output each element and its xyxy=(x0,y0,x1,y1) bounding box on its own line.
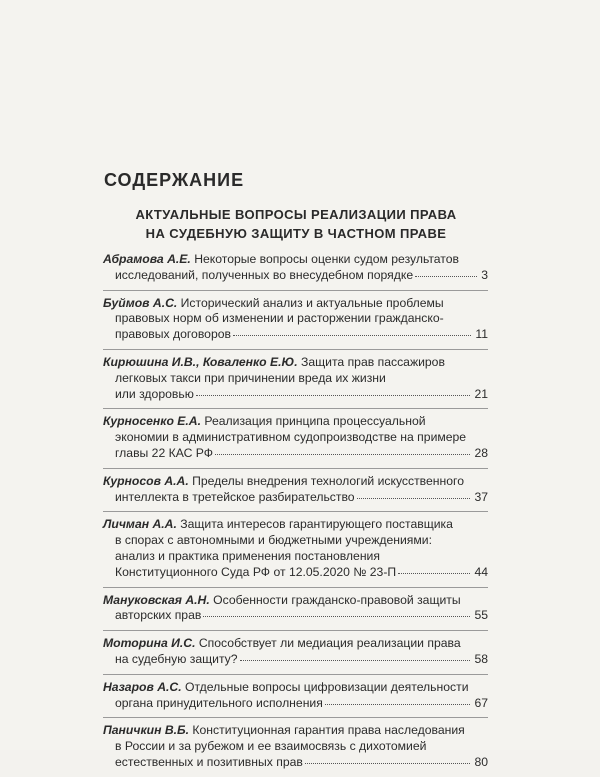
dot-leader xyxy=(196,385,471,396)
dot-leader xyxy=(305,753,471,764)
entry-last-line xyxy=(103,446,488,462)
entry-page-number[interactable]: 37 xyxy=(474,489,488,504)
entry-author: Личман А.А. xyxy=(103,517,177,532)
toc-entry[interactable] xyxy=(103,414,488,467)
entry-title-text: органа принудительного исполнения xyxy=(115,695,323,710)
entry-page-number[interactable]: 67 xyxy=(474,695,488,710)
entry-last-line xyxy=(103,490,488,506)
entry-page-number[interactable]: 58 xyxy=(474,651,488,666)
entry-page-number[interactable]: 3 xyxy=(481,267,488,282)
entry-title-text: Особенности гражданско-правовой защиты xyxy=(213,592,461,607)
section-heading-line: АКТУАЛЬНЫЕ ВОПРОСЫ РЕАЛИЗАЦИИ ПРАВА xyxy=(135,207,457,222)
entry-page-number[interactable]: 80 xyxy=(474,754,488,769)
toc-entry[interactable] xyxy=(103,474,488,512)
entry-divider xyxy=(103,408,488,409)
entry-title-text: Некоторые вопросы оценки судом результатов xyxy=(194,252,460,266)
entry-title-text: экономии в административном судопроизводстве на примере xyxy=(115,430,467,445)
entry-divider xyxy=(103,674,488,675)
entry-divider xyxy=(103,290,488,291)
entry-title-text: Исторический анализ и актуальные проблемы xyxy=(180,295,444,310)
entry-page-number[interactable]: 11 xyxy=(475,327,488,342)
entry-title-text: или здоровью xyxy=(115,386,194,401)
entry-title-text: главы 22 КАС РФ xyxy=(115,445,214,460)
entry-author: Назаров А.С. xyxy=(103,679,182,694)
entry-title-text: интеллекта в третейское разбирательство xyxy=(115,489,355,504)
entry-first-line xyxy=(103,296,488,312)
entry-title-text: Защита прав пассажиров xyxy=(301,354,445,369)
entry-last-line xyxy=(103,268,488,284)
entry-page-number[interactable]: 28 xyxy=(474,445,488,460)
entry-title-text: Способствует ли медиация реализации права xyxy=(198,636,461,651)
page-title: СОДЕРЖАНИЕ xyxy=(104,170,245,190)
entry-last-line xyxy=(103,327,488,343)
entry-title-text: в России и за рубежом и ее взаимосвязь с дихотомией xyxy=(115,739,427,754)
entry-divider xyxy=(103,468,488,469)
entry-title-text: Конституционного Суда РФ от 12.05.2020 № 23-П xyxy=(115,564,397,579)
toc-entry[interactable] xyxy=(103,252,488,290)
entry-first-line xyxy=(103,517,488,533)
entry-title-text: Конституционная гарантия права наследования xyxy=(192,723,465,738)
entry-divider xyxy=(103,630,488,631)
entry-last-line xyxy=(103,755,488,771)
entry-last-line xyxy=(103,696,488,712)
entry-title-text: на судебную защиту? xyxy=(115,651,238,666)
toc-entry[interactable] xyxy=(103,636,488,674)
entry-title-text: исследований, полученных во внесудебном порядке xyxy=(115,267,414,282)
entry-first-line xyxy=(103,414,488,430)
section-heading-line: НА СУДЕБНУЮ ЗАЩИТУ В ЧАСТНОМ ПРАВЕ xyxy=(145,226,447,241)
entry-title-text: легковых такси при причинении вреда их жизни xyxy=(115,370,386,385)
toc-entry[interactable] xyxy=(103,296,488,349)
dot-leader xyxy=(215,444,470,455)
entry-last-line xyxy=(103,387,488,403)
dot-leader xyxy=(240,650,471,661)
toc-entry[interactable] xyxy=(103,723,488,776)
entry-title-text: Пределы внедрения технологий искусственного xyxy=(192,473,464,488)
entry-author: Мануковская А.Н. xyxy=(103,592,210,607)
entry-title-text: анализ и практика применения постановления xyxy=(115,548,380,563)
toc-entries-list xyxy=(103,252,488,777)
entry-author: Кирюшина И.В., Коваленко Е.Ю. xyxy=(103,354,298,369)
toc-entry[interactable] xyxy=(103,355,488,408)
entry-title-text: Защита интересов гарантирующего поставщика xyxy=(180,517,453,532)
entry-divider xyxy=(103,717,488,718)
entry-title-text: естественных и позитивных прав xyxy=(115,754,303,769)
entry-divider xyxy=(103,587,488,588)
entry-first-line xyxy=(103,723,488,739)
entry-author: Паничкин В.Б. xyxy=(103,723,190,738)
entry-title-text: в спорах с автономными и бюджетными учреждениями: xyxy=(115,533,432,548)
toc-entry[interactable] xyxy=(103,517,488,586)
entry-author: Курносенко Е.А. xyxy=(103,414,201,429)
entry-title-text: правовых договоров xyxy=(115,327,231,342)
entry-page-number[interactable]: 21 xyxy=(474,386,488,401)
entry-title-text: авторских прав xyxy=(115,608,202,623)
entry-divider xyxy=(103,511,488,512)
entry-author: Абрамова А.Е. xyxy=(103,252,191,266)
entry-first-line xyxy=(103,355,488,371)
entry-page-number[interactable]: 55 xyxy=(474,608,488,623)
dot-leader xyxy=(398,563,470,574)
entry-title-text: Реализация принципа процессуальной xyxy=(204,414,426,429)
dot-leader xyxy=(325,694,471,705)
toc-entry[interactable] xyxy=(103,593,488,631)
dot-leader xyxy=(203,606,470,617)
entry-last-line xyxy=(103,608,488,624)
entry-page-number[interactable]: 44 xyxy=(474,564,488,579)
dot-leader xyxy=(233,325,471,336)
entry-last-line xyxy=(103,652,488,668)
toc-entry[interactable] xyxy=(103,680,488,718)
entry-author: Моторина И.С. xyxy=(103,636,196,651)
entry-author: Буймов А.С. xyxy=(103,295,178,310)
entry-divider xyxy=(103,349,488,350)
entry-title-text: Отдельные вопросы цифровизации деятельности xyxy=(184,679,469,694)
dot-leader xyxy=(357,488,471,499)
entry-author: Курносов А.А. xyxy=(103,473,189,488)
dot-leader xyxy=(415,266,477,277)
entry-last-line xyxy=(103,565,488,581)
section-heading xyxy=(100,205,492,243)
entry-title-text: правовых норм об изменении и расторжении гражданско- xyxy=(115,311,444,326)
